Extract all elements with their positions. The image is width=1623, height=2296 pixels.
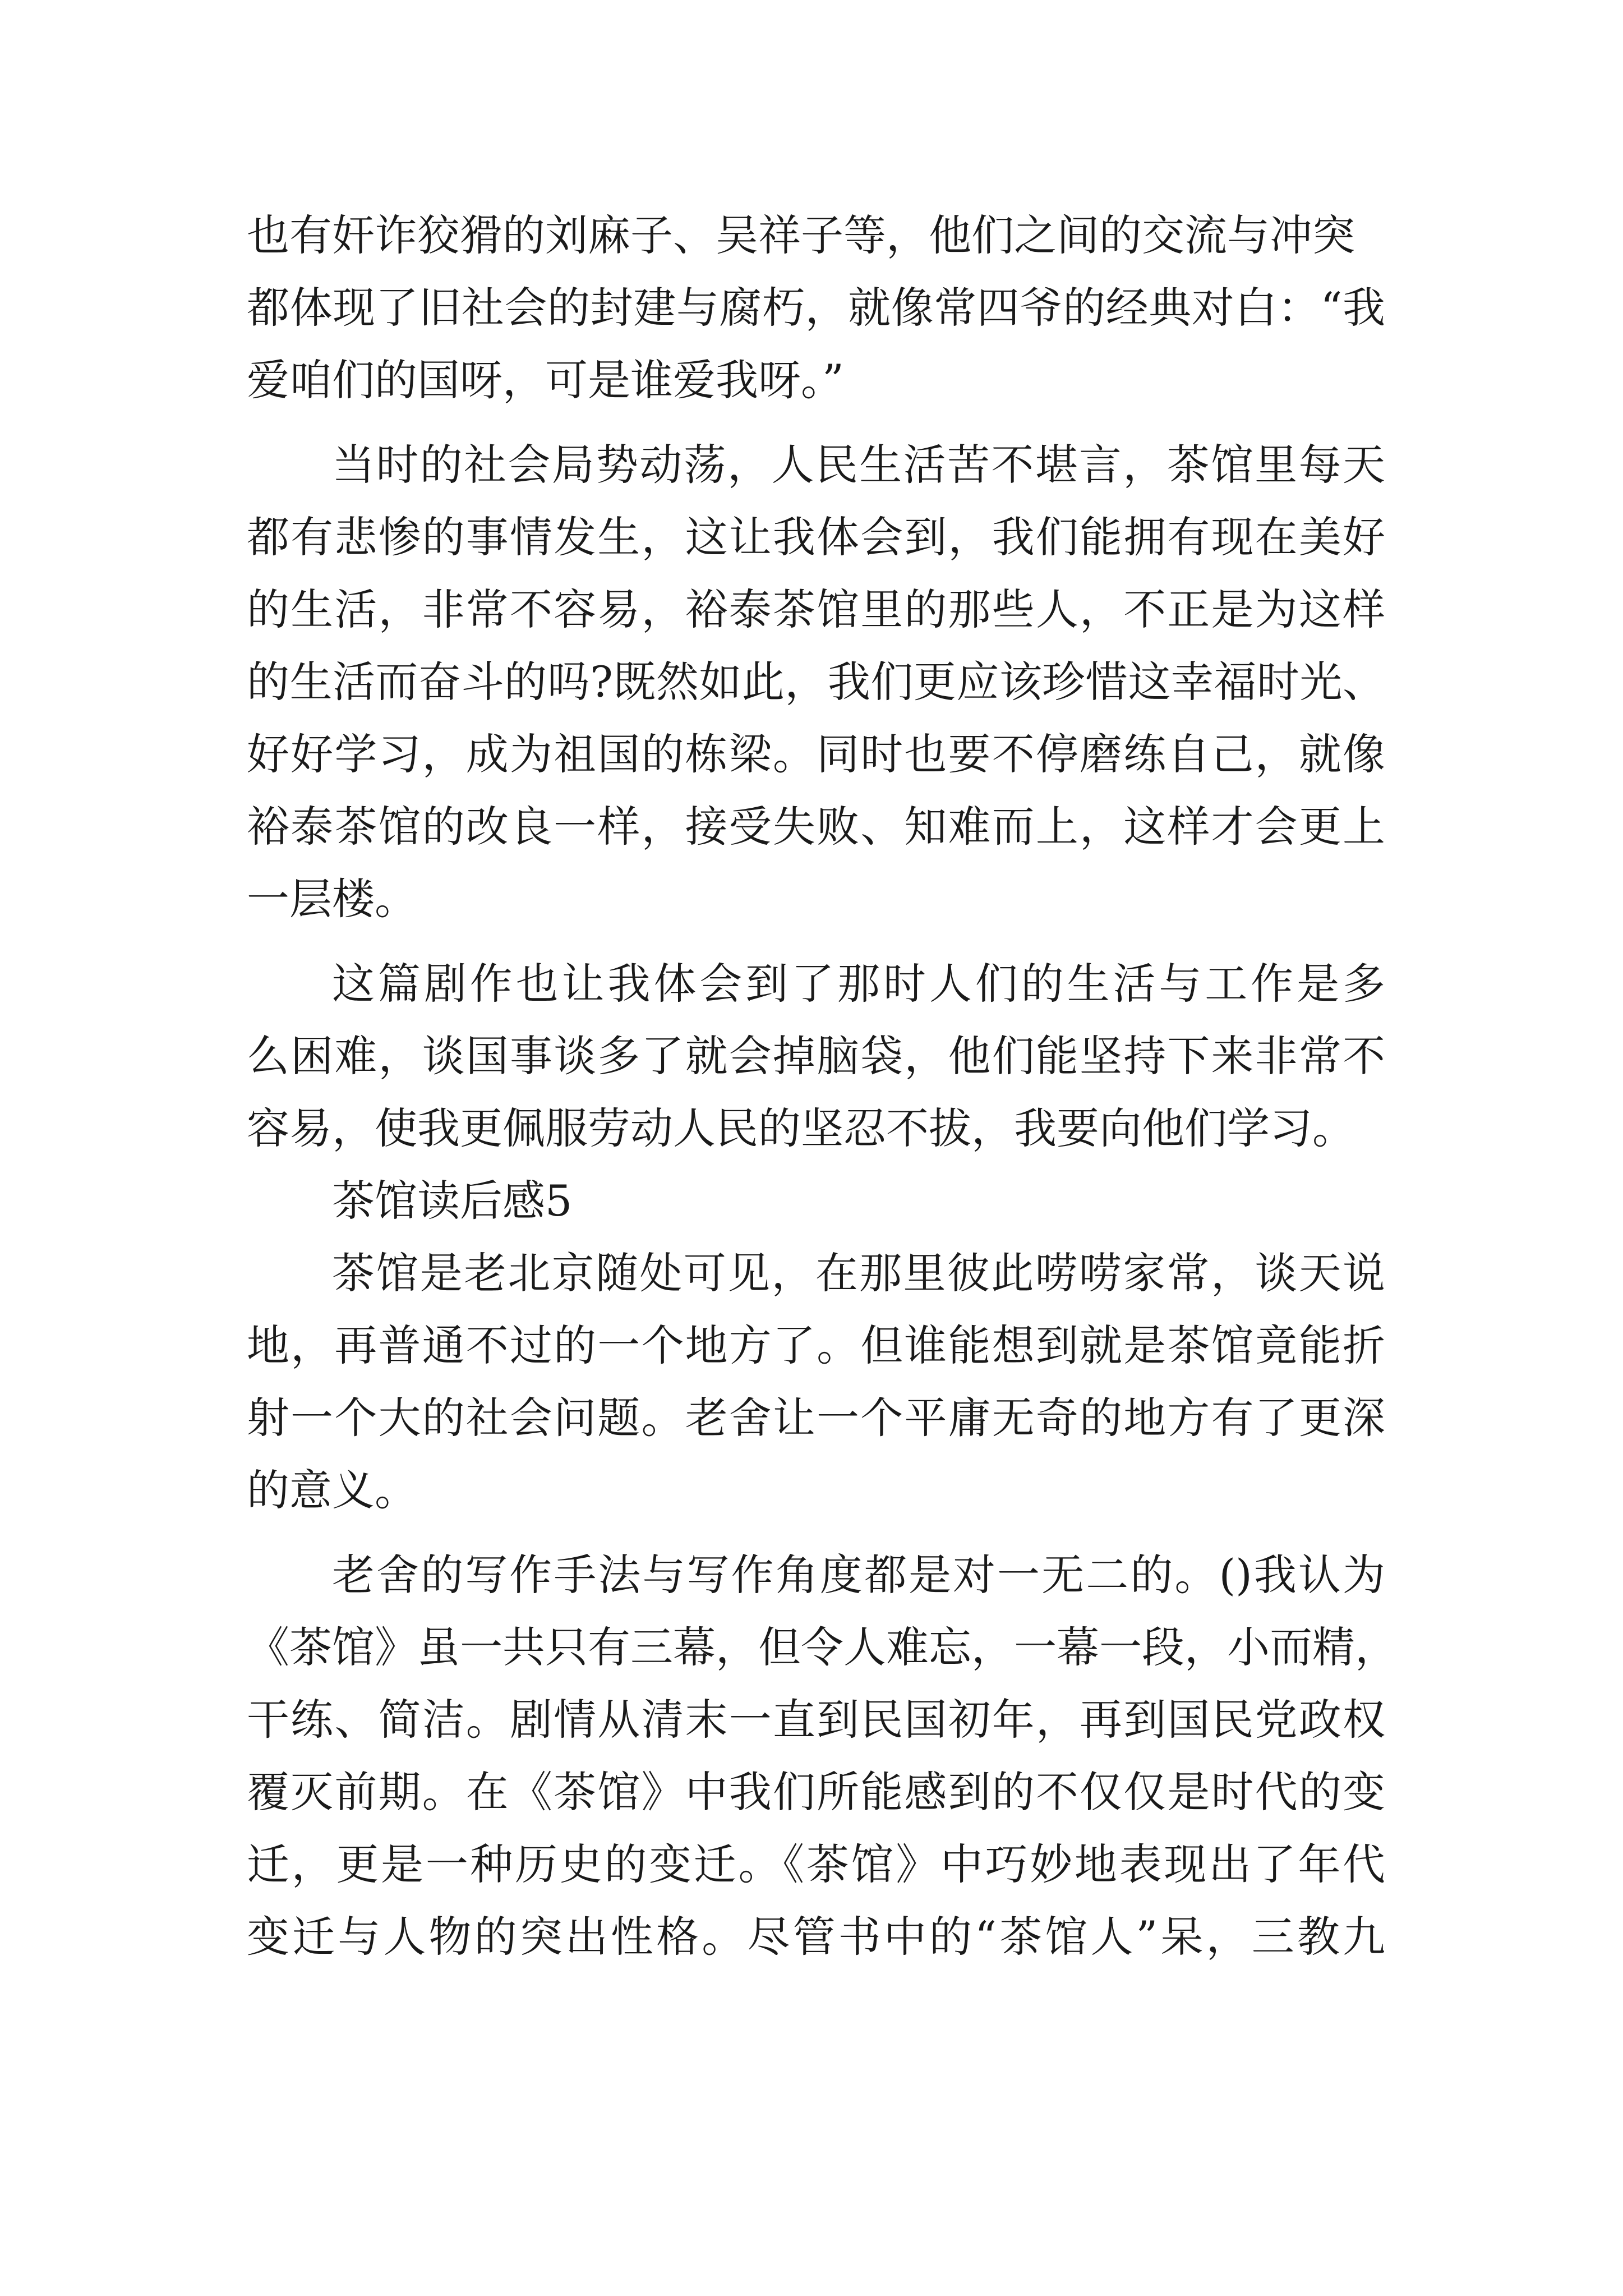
text-line: 都体现了旧社会的封建与腐朽，就像常四爷的经典对白：“我 <box>247 283 1385 333</box>
paragraph-first-line: 老舍的写作手法与写作角度都是对一无二的。()我认为 <box>332 1550 1385 1600</box>
text-line: 容易，使我更佩服劳动人民的坚忍不拔，我要向他们学习。 <box>247 1103 1355 1153</box>
text-line: 覆灭前期。在《茶馆》中我们所能感到的不仅仅是时代的变 <box>247 1767 1385 1817</box>
document-body <box>247 199 1398 1973</box>
text-line: 干练、简洁。剧情从清末一直到民国初年，再到国民党政权 <box>247 1695 1385 1745</box>
text-line: 的生活而奋斗的吗?既然如此，我们更应该珍惜这幸福时光、 <box>247 657 1385 707</box>
text-line: 射一个大的社会问题。老舍让一个平庸无奇的地方有了更深 <box>247 1393 1385 1443</box>
text-line: 裕泰茶馆的改良一样，接受失败、知难而上，这样才会更上 <box>247 802 1385 852</box>
text-line: 变迁与人物的突出性格。尽管书中的“茶馆人”呆，三教九 <box>247 1912 1385 1962</box>
section-heading: 茶馆读后感5 <box>332 1176 573 1226</box>
text-line: 《茶馆》虽一共只有三幕，但令人难忘，一幕一段，小而精， <box>247 1622 1398 1672</box>
text-line: 么困难，谈国事谈多了就会掉脑袋，他们能坚持下来非常不 <box>247 1031 1385 1081</box>
text-line: 一层楼。 <box>247 874 417 924</box>
text-line: 的意义。 <box>247 1465 417 1515</box>
text-line: 爱咱们的国呀，可是谁爱我呀。” <box>247 355 844 405</box>
text-line: 也有奸诈狡猾的刘麻子、吴祥子等，他们之间的交流与冲突 <box>247 210 1355 260</box>
text-line: 都有悲惨的事情发生，这让我体会到，我们能拥有现在美好 <box>247 512 1385 562</box>
paragraph-first-line: 这篇剧作也让我体会到了那时人们的生活与工作是多 <box>332 959 1385 1009</box>
text-line: 好好学习，成为祖国的栋梁。同时也要不停磨练自己，就像 <box>247 729 1385 779</box>
paragraph-first-line: 当时的社会局势动荡，人民生活苦不堪言，茶馆里每天 <box>332 440 1385 490</box>
text-line: 迁，更是一种历史的变迁。《茶馆》中巧妙地表现出了年代 <box>247 1839 1385 1889</box>
paragraph-first-line: 茶馆是老北京随处可见，在那里彼此唠唠家常，谈天说 <box>332 1248 1385 1298</box>
text-line: 的生活，非常不容易，裕泰茶馆里的那些人，不正是为这样 <box>247 585 1385 634</box>
text-line: 地，再普通不过的一个地方了。但谁能想到就是茶馆竟能折 <box>247 1320 1385 1370</box>
